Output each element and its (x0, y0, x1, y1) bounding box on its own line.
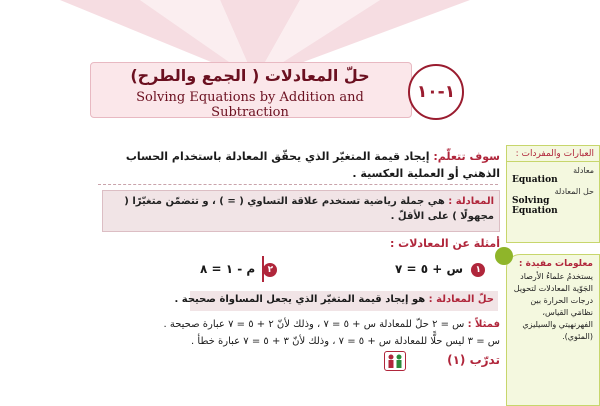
sidebar-vocabulary (506, 145, 600, 243)
objective-text: إيجاد قيمة المتغيّر الذي يحقّق المعادلة باستخدام الحساب الذهني أو العملية العكسية . (125, 150, 500, 180)
example-number-2: ٢ (263, 263, 277, 277)
objective-label: سوف تتعلّم: (433, 150, 500, 163)
worked-example-label: فمثلاً : (467, 319, 500, 330)
example-equation-2: م - ١ = ٨ (200, 262, 256, 276)
vocab-ar-1: معادلة (573, 166, 594, 175)
definition-label: المعادلة : (448, 196, 494, 207)
example-1 (395, 262, 485, 277)
worked-example (100, 316, 500, 350)
definition-paragraph (108, 194, 494, 224)
divider (98, 184, 498, 185)
example-number-1: ١ (471, 263, 485, 277)
example-2 (200, 262, 277, 277)
worked-example-line-2: س = ٣ ليس حلًّا للمعادلة س + ٥ = ٧ ، وذلك لأنّ ٣ + ٥ = ٧ عبارة خطأ . (191, 336, 500, 347)
vocabulary-heading: العبارات والمفردات : (507, 146, 599, 162)
vocab-en-2: Solving Equation (512, 196, 558, 216)
example-equation-1: س + ٥ = ٧ (395, 262, 464, 276)
lesson-title-english: Solving Equations by Addition and Subtraction (136, 90, 364, 120)
objective-paragraph (100, 148, 500, 182)
group-work-icon (384, 351, 406, 371)
vocab-en-1: Equation (512, 175, 558, 185)
lesson-number-badge: ١-١٠ (408, 64, 464, 120)
solution-text: هو إيجاد قيمة المتغيّر الذي يجعل المساواة صحيحة . (174, 294, 426, 305)
worked-example-line-1: س = ٢ حلّ للمعادلة س + ٥ = ٧ ، وذلك لأنّ ٢ + ٥ = ٧ عبارة صحيحة . (163, 319, 465, 330)
sidebar-useful-info (506, 254, 600, 406)
definition-text: هي جملة رياضية تستخدم علاقة التساوي ( = ) ، و تتضمّن متغيّرًا ( مجهولًا ) على الأقلّ . (124, 196, 494, 222)
useful-info-text: يستخدمُ علماءُ الأرصاد الجَوّية المعادلات لتحويل درجات الحرارة بين نظامَي القياس، الفهرنهيتي والسيليزي (المئوي). (513, 272, 593, 341)
solution-label: حلّ المعادلة : (428, 294, 494, 305)
solution-definition (174, 294, 494, 305)
examples-heading: أمثلة عن المعادلات : (389, 237, 500, 250)
vocab-ar-2: حل المعادلة (554, 187, 594, 196)
useful-info-heading: معلومات مفيدة : (518, 259, 593, 269)
practice-heading: تدرّب (١) (447, 353, 500, 367)
lesson-title-arabic: حلّ المعادلات ( الجمع والطرح) (130, 66, 370, 85)
